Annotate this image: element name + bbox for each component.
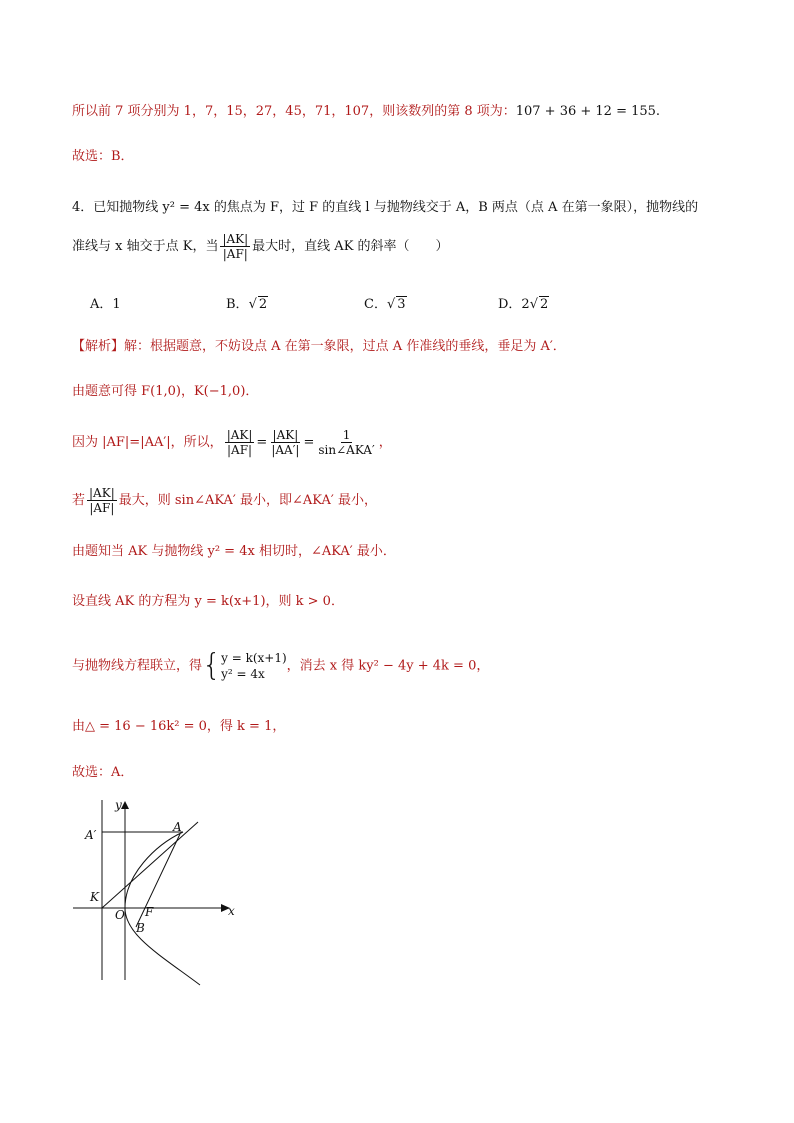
y-axis-arrow: [121, 801, 129, 809]
solution-step-6: 与抛物线方程联立，得 { y = k(x+1) y² = 4x ，消去 x 得 ky² − 4y + 4k = 0，: [72, 648, 490, 683]
solution-intro: 【解析】解：根据题意，不妨设点 A 在第一象限，过点 A 作准线的垂线，垂足为 A′．: [72, 339, 566, 354]
label-y: y: [115, 798, 122, 812]
option-a: A．1: [90, 297, 121, 312]
tangent-line: [102, 822, 198, 908]
solution-answer: 故选：A．: [72, 765, 134, 780]
label-a-prime: A′: [85, 828, 97, 842]
label-f: F: [145, 905, 154, 919]
sequence-result-line: [72, 103, 660, 121]
solution-step-5: 设直线 AK 的方程为 y = k(x+1)，则 k > 0．: [72, 594, 344, 609]
solution-tag: 【解析】: [72, 339, 125, 354]
label-b: B: [136, 921, 145, 935]
option-b: B．√ 2: [226, 297, 268, 312]
question-fraction: $\frac{|AK|}{|AF|}$: [222, 232, 249, 261]
option-c: C．√ 3: [364, 297, 406, 312]
sequence-text: 所以前 7 项分别为 1，7，15，27，45，71，107，则该数列的第 8 项为：: [72, 104, 516, 119]
parabola-figure: [65, 795, 265, 995]
sequence-formula: 107 + 36 + 12 = 155: [515, 104, 656, 119]
equation-system: { y = k(x+1) y² = 4x: [202, 648, 287, 683]
solution-step-1: 由题意可得 F(1,0)，K(−1,0)．: [72, 384, 259, 399]
sequence-end: .: [655, 104, 661, 119]
label-o: O: [115, 908, 125, 922]
label-k: K: [90, 890, 99, 904]
label-a: A: [173, 820, 182, 834]
option-d: D．2√ 2: [498, 297, 549, 312]
label-x: x: [228, 904, 235, 918]
solution-step-3: 若 $\frac{|AK|}{|AF|}$ 最大，则 sin∠AKA′ 最小，即∠AKA′ 最小，: [72, 486, 377, 515]
solution-step-4: 由题知当 AK 与抛物线 y² = 4x 相切时，∠AKA′ 最小．: [72, 544, 396, 559]
answer-line-1: 故选：B．: [72, 149, 134, 164]
question-line-1: 4．已知抛物线 y² = 4x 的焦点为 F，过 F 的直线 l 与抛物线交于 A，B 两点（点 A 在第一象限），抛物线的: [72, 200, 699, 215]
solution-step-2: 因为 |AF|=|AA′|，所以， $\frac{|AK|}{|AF|}$ = $\frac{|AK|}{|AA'|}$ = $\frac{1}{\text{sin∠AKA′}}$ ，: [72, 428, 392, 457]
solution-step-7: 由△ = 16 − 16k² = 0，得 k = 1，: [72, 719, 286, 734]
question-line-2: 准线与 x 轴交于点 K，当 $\frac{|AK|}{|AF|}$ 最大时，直线 AK 的斜率（ ）: [72, 232, 449, 261]
